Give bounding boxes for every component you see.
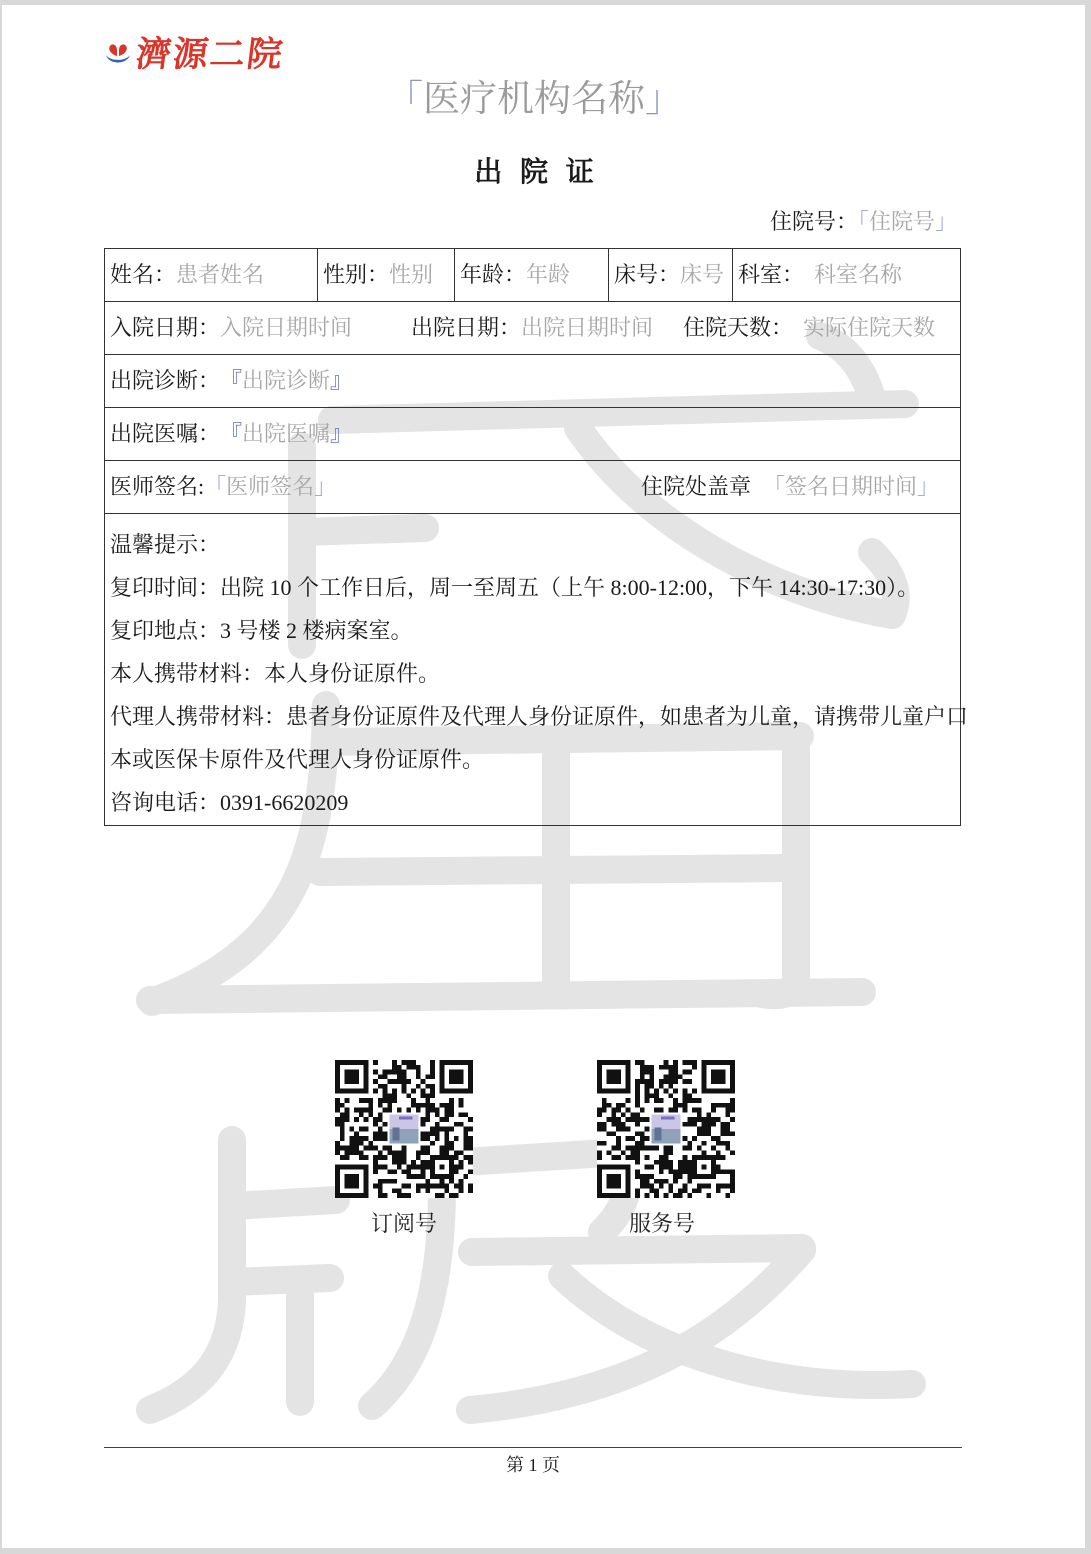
- medical-orders-close-bracket: 』: [330, 421, 353, 446]
- document-title: 出 院 证: [474, 155, 598, 188]
- hospital-logo: [104, 34, 287, 75]
- stamp-date-value: 签名日期时间: [785, 474, 918, 499]
- admission-date-value: 入院日期时间: [220, 315, 353, 340]
- admission-number-value: 住院号: [868, 209, 935, 234]
- qr-center-logo-sign: [399, 1116, 412, 1119]
- gender-value: 性别: [389, 262, 434, 287]
- footer-divider: [104, 1447, 962, 1448]
- diagnosis-field: [110, 355, 352, 407]
- stay-days-field: [683, 302, 935, 354]
- note-self-materials: 本人携带材料：本人身份证原件。: [110, 661, 441, 686]
- gender-label: 性别：: [323, 262, 390, 287]
- qr-finder-pattern: [711, 1070, 725, 1084]
- qr-finder-pattern: [345, 1070, 359, 1084]
- doctor-signature-field: [110, 461, 336, 513]
- qr-finder-pattern: [607, 1174, 621, 1188]
- watermark-stroke: [232, 1200, 336, 1206]
- gender-cell: [318, 249, 455, 301]
- patient-name-cell: [105, 249, 318, 301]
- stamp-label: 住院处盖章: [641, 474, 752, 499]
- emblem-blue-base: [106, 55, 130, 63]
- diagnosis-label: 出院诊断：: [110, 368, 221, 393]
- note-copy-time: 复印时间：出院 10 个工作日后，周一至周五（上午 8:00-12:00，下午 14:30-17:30）。: [110, 575, 920, 600]
- qr-code-icon: [335, 1060, 473, 1198]
- admission-number: [770, 207, 957, 237]
- qr-finder-pattern: [449, 1070, 463, 1084]
- age-label: 年龄：: [460, 262, 527, 287]
- stamp-open-bracket: 「: [763, 474, 786, 499]
- doctor-signature-label: 医师签名:: [110, 474, 205, 499]
- signature-row: [105, 461, 960, 514]
- age-value: 年龄: [526, 262, 571, 287]
- discharge-info-table: [104, 248, 969, 826]
- patient-info-row: [105, 249, 960, 302]
- doctor-signature-close-bracket: 」: [314, 474, 337, 499]
- department-cell: [733, 249, 960, 301]
- qr-finder-pattern: [607, 1070, 621, 1084]
- note-copy-location: 复印地点：3 号楼 2 楼病案室。: [110, 618, 413, 643]
- institution-name: [0, 78, 1068, 122]
- medical-orders-open-bracket: 『: [220, 421, 243, 446]
- page-number: 第 1 页: [506, 1455, 560, 1475]
- stay-days-value: 实际住院天数: [803, 315, 936, 340]
- note-phone: 咨询电话：0391-6620209: [110, 790, 349, 815]
- note-agent-materials: 代理人携带材料：患者身份证原件及代理人身份证原件，如患者为儿童，请携带儿童户口: [110, 704, 969, 729]
- patient-name-value: 患者姓名: [176, 262, 265, 287]
- doctor-signature-open-bracket: 「: [204, 474, 227, 499]
- stay-dates-row: [105, 302, 960, 355]
- doctor-signature-value: 医师签名: [226, 474, 315, 499]
- qr-alignment-pattern: [702, 1165, 707, 1170]
- watermark-stroke: [372, 1166, 442, 1406]
- age-cell: [455, 249, 609, 301]
- watermark-stroke: [150, 1140, 232, 1410]
- qr-center-logo-building: [392, 1127, 399, 1140]
- diagnosis-row: [105, 355, 960, 408]
- medical-orders-field: [110, 408, 352, 460]
- service-account-label: 服务号: [628, 1212, 695, 1237]
- discharge-date-field: [411, 302, 653, 354]
- diagnosis-value: 出院诊断: [242, 368, 331, 393]
- diagnosis-close-bracket: 』: [330, 368, 353, 393]
- medical-orders-row: [105, 408, 960, 461]
- stamp-close-bracket: 」: [917, 474, 940, 499]
- patient-name-label: 姓名：: [110, 262, 177, 287]
- diagnosis-open-bracket: 『: [220, 368, 243, 393]
- institution-name-placeholder: 医疗机构名称: [423, 79, 645, 120]
- bed-value: 床号: [680, 262, 725, 287]
- department-label: 科室：: [738, 262, 805, 287]
- emblem-red-right: [119, 44, 127, 56]
- medical-orders-value: 出院医嘱: [242, 421, 331, 446]
- admission-number-close-bracket: 」: [934, 209, 957, 234]
- stay-days-label: 住院天数：: [683, 315, 794, 340]
- admission-date-field: [110, 302, 352, 354]
- discharge-date-value: 出院日期时间: [521, 315, 654, 340]
- qr-center-logo-building: [654, 1127, 661, 1140]
- notes-section: [105, 514, 969, 824]
- department-value: 科室名称: [814, 262, 903, 287]
- emblem-red-left: [109, 44, 117, 56]
- bed-cell: [609, 249, 733, 301]
- qr-code-icon: [597, 1060, 735, 1198]
- watermark-stroke: [232, 1278, 330, 1282]
- watermark-stroke: [472, 1248, 802, 1252]
- admission-number-open-bracket: 「: [857, 209, 869, 234]
- watermark-stroke: [150, 992, 862, 1000]
- qr-center-logo-sign: [661, 1116, 674, 1119]
- admission-office-stamp-field: [641, 461, 939, 513]
- subscription-account-label: 订阅号: [370, 1212, 437, 1237]
- admission-number-label: 住院号：: [769, 209, 858, 234]
- admission-date-label: 入院日期：: [110, 315, 221, 340]
- notes-title: 温馨提示：: [110, 532, 221, 557]
- institution-name-close-bracket: 」: [645, 79, 682, 120]
- institution-name-open-bracket: 「: [386, 79, 423, 120]
- note-agent-materials-cont: 本或医保卡原件及代理人身份证原件。: [110, 747, 485, 772]
- qr-finder-pattern: [345, 1174, 359, 1188]
- discharge-date-label: 出院日期：: [411, 315, 522, 340]
- bed-label: 床号：: [614, 262, 681, 287]
- hospital-logo-text: 濟源二院: [133, 34, 287, 75]
- medical-orders-label: 出院医嘱：: [110, 421, 221, 446]
- hospital-emblem-icon: [104, 42, 132, 68]
- qr-alignment-pattern: [440, 1165, 445, 1170]
